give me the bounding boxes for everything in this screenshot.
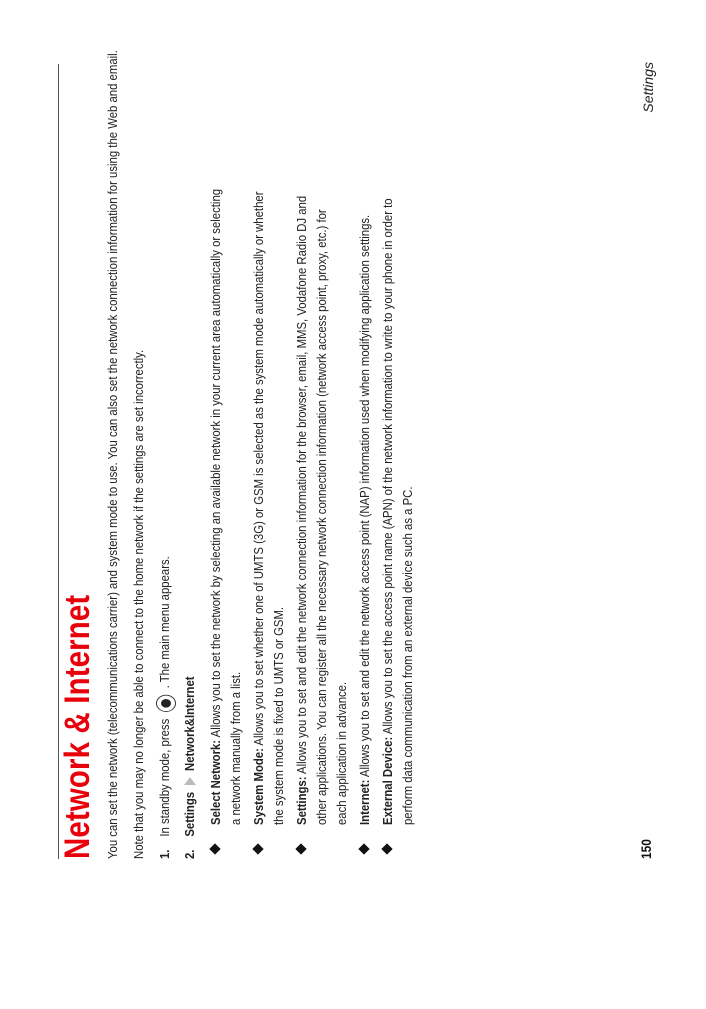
center-key-icon xyxy=(156,695,176,712)
list-item xyxy=(378,79,418,859)
intro-paragraph: You can set the network (telecommunications carrier) and system mode to use. You can also set the network connection information for using the Web and email. xyxy=(105,50,120,859)
option-description: Allows you to set and edit the network access point (NAP) information used when modifying application settings. xyxy=(356,214,372,778)
diamond-bullet-icon xyxy=(355,825,375,859)
option-term: System Mode: xyxy=(250,748,266,825)
menu-arrow-icon xyxy=(184,778,196,786)
list-item xyxy=(355,79,375,859)
note-paragraph: Note that you may no longer be able to connect to the home network if the settings are set incorrectly. xyxy=(131,349,146,859)
list-item xyxy=(292,79,352,859)
option-description: Allows you to set the access point name (APN) of the network information to write to your phone in order to perform data communication from an external device such as a PC. xyxy=(379,198,415,825)
menu-path-network: Network&Internet xyxy=(181,676,197,771)
step-number: 1. xyxy=(157,849,172,859)
step-2 xyxy=(180,33,200,859)
option-term: Settings: xyxy=(293,776,309,825)
option-term: External Device: xyxy=(379,736,395,825)
list-item xyxy=(206,79,246,859)
page-title: Network & Internet xyxy=(58,594,97,859)
step-1 xyxy=(155,33,176,859)
option-term: Select Network: xyxy=(207,739,223,825)
diamond-bullet-icon xyxy=(206,825,246,859)
diamond-bullet-icon xyxy=(378,825,418,859)
step-text: . The main menu appears. xyxy=(157,556,172,689)
option-description: Allows you to set the network by selecting an available network in your current area automatically or selecting a network manually from a list. xyxy=(207,188,243,825)
step-text: In standby mode, press xyxy=(157,718,172,837)
page-number: 150 xyxy=(638,839,654,859)
step-number: 2. xyxy=(181,849,197,859)
option-term: Internet: xyxy=(356,779,372,825)
list-item xyxy=(249,79,289,859)
section-label: Settings xyxy=(640,62,656,113)
option-description: Allows you to set whether one of UMTS (3G) or GSM is selected as the system mode automatically or whether the system mode is fixed to UMTS or GSM. xyxy=(250,191,286,825)
options-list xyxy=(206,79,418,859)
option-description: Allows you to set and edit the network connection information for the browser, email, MMS, Vodafone Radio DJ and other applications. You can register all the necessary network connection information (network access point, proxy, etc.) for each application in advance. xyxy=(293,195,349,825)
diamond-bullet-icon xyxy=(292,825,352,859)
body-text xyxy=(103,50,421,859)
diamond-bullet-icon xyxy=(249,825,289,859)
menu-path-settings: Settings xyxy=(181,791,197,837)
